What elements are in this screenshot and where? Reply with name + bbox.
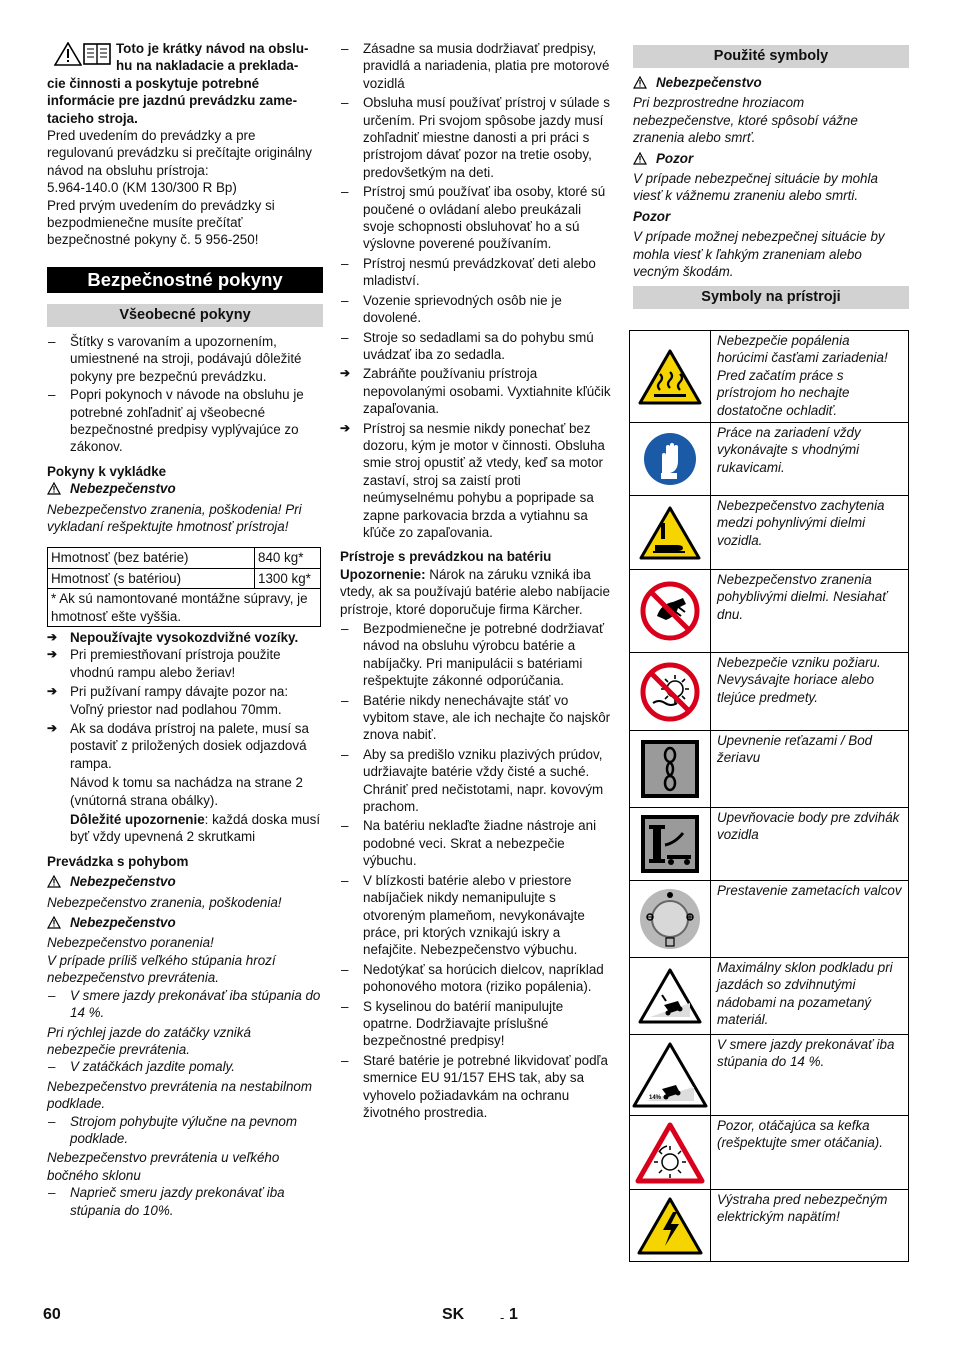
table-row [630,880,908,957]
list-item: – Batérie nikdy nenechávajte stáť vo vybitom stave, ale ich nechajte čo najskôr znova nabiť. [341,692,611,743]
drive-warning: Nebezpečenstvo prevrátenia u veľkého bočného sklonu [47,1150,280,1183]
subsection-title: Všeobecné pokyny [47,304,323,327]
danger-label: Nebezpečenstvo [47,873,323,890]
weight-table [47,547,321,627]
caution-label: Pozor [633,208,671,224]
danger-label: Nebezpečenstvo [633,74,909,91]
list-item: – Na batériu neklaďte žiadne nástroje ani podobné veci. Skrat a nebezpečie výbuchu. [341,818,597,869]
list-item: ➔ Zabráňte používaniu prístroja nepovolanými osobami. Vyxtiahnite kľúčik zapaľovania. [340,366,611,417]
section-title: Bezpečnostné pokyny [47,267,323,293]
list-item: ➔ Pri pužívaní rampy dávajte pozor na: Voľný priestor nad podlahou 70mm. [47,684,289,717]
table-row [630,730,908,807]
caution-text: V prípade možnej nebezpečnej situácie by mohla viesť k ľahkým zraneniam alebo vecným škodám. [633,229,885,280]
battery-heading: Prístroje s prevádzkou na batériu [340,549,552,565]
unload-heading: Pokyny k vykládke [47,463,167,479]
drive-warning: Nebezpečenstvo zranenia, poškodenia! [47,894,282,910]
list-item: – Vozenie sprievodných osôb nie je dovolené. [341,292,562,326]
table-row [630,1034,908,1115]
table-row [630,1189,908,1261]
list-item: – Aby sa predišlo vzniku plazivých prúdov, udržiavajte batérie vždy čisté a suché. Chrániť pred nečistotami, napr. kovovým prachom. [341,746,604,815]
table-row [630,807,908,880]
symbol-text: Nebezpečie popálenia horúcimi časťami zariadenia! Pred začatím práce s prístrojom ho nechajte dostatočne ochladiť. [717,333,888,418]
drive-warning: Nebezpečenstvo prevrátenia na nestabilnom podklade. [47,1078,313,1112]
list-item: – V zatáčkách jazdite pomaly. [48,1059,235,1075]
column-2 [340,40,613,1121]
list-item: – V blízkosti batérie alebo v priestore nabíjačiek nikdy nemanipulujte s otvoreným plameňom, nevykonávajte práce, pri ktorých vznikajú iskry a nefajčite. Nebezpečenstvo výbuchu. [341,872,585,958]
column-1 [47,40,323,1219]
electric-hazard-icon [637,1196,703,1256]
unload-warning: Nebezpečenstvo zranenia, poškodenia! Pri vykladaní rešpektujte hmotnosť prístroja! [47,501,302,534]
symbol-text: Výstraha pred nebezpečným elektrickým napätím! [717,1192,888,1225]
symbol-text: Pozor, otáčajúca sa kefka (rešpektujte smer otáčania). [717,1118,883,1151]
table-row [630,422,908,495]
warning-icon [47,916,61,929]
list-item: ➔ Pri premiestňovaní prístroja použite vhodnú rampu alebo žeriav! [47,647,281,680]
important-note: Dôležité upozornenie: každá doska musí byť vždy upevnená 2 skrutkami [70,812,321,845]
symbol-text: Nebezpečie vzniku požiaru. Nevysávajte horiace alebo tlejúce predmety. [717,655,881,705]
list-item: – Staré batérie je potrebné likvidovať podľa smernice EU 91/157 EHS tak, aby sa vyhovelo požiadavkám na ochranu životného prostredia. [341,1052,608,1120]
lift-points-icon [639,813,701,875]
table-row: * Ak sú namontované montážne súpravy, je hmotnosť ešte vyššia. [48,589,321,627]
list-item: – Strojom pohybujte výlučne na pevnom podklade. [48,1113,298,1146]
no-reach-icon [639,580,701,642]
symbol-text: Upevnenie reťazami / Bod žeriavu [717,733,873,766]
symbols-table [629,330,909,1262]
list-item: – Zásadne sa musia dodržiavať predpisy, pravidlá a nariadenia, platia pre motorové vozidlá [341,41,610,91]
symbol-text: Prestavenie zametacích valcov [717,883,902,898]
danger-text: Pri bezprostredne hroziacom nebezpečenstve, ktoré spôsobí vážne zranenia alebo smrť. [633,95,858,146]
ramp-note: Návod k tomu sa nachádza na strane 2 (vnútorná strana obálky). [70,775,303,808]
warning-icon [47,875,61,888]
list-item: – V smere jazdy prekonávať iba stúpania do 14 %. [48,987,321,1021]
symbol-text: Maximálny sklon podkladu pri jazdách so zdvihnutými nádobami na pozametaný materiál. [717,960,893,1028]
list-item: ➔ Ak sa dodáva prístroj na palete, musí sa postaviť z priložených dosiek odjazdová rampa. [47,721,309,771]
device-symbols-title: Symboly na prístroji [633,286,909,309]
slope-14-icon [632,1041,708,1109]
drive-warning: Pri rýchlej jazde do zatáčky vzniká nebezpečie prevrátenia. [47,1024,251,1057]
table-row: Hmotnosť (bez batérie) 840 kg* [48,548,321,568]
drive-warning: Nebezpečenstvo poranenia! [47,935,214,951]
symbol-text: Upevňovacie body pre zdvihák vozidla [717,810,900,843]
list-item: – S kyselinou do batérií manipulujte opatrne. Dodržiavajte príslušné bezpečnostné predpisy! [341,998,564,1049]
battery-notice: Upozornenie: Nárok na záruku vzniká iba vtedy, ak sa používajú batérie alebo nabíjacie prístroje, ktoré doporučuje firma Kärcher. [340,566,610,617]
warning-icon [47,482,61,495]
column-3 [633,45,909,309]
rotating-brush-icon [635,1122,705,1184]
table-row [630,652,908,730]
danger-label: Nebezpečenstvo [47,914,323,931]
gloves-icon [642,431,698,487]
intro-bold-line4: informácie pre jazdnú prevádzku zame- [47,93,298,109]
intro-bold-line2: hu na nakladacie a preklada- [116,58,299,74]
list-item: – Prístroj smú používať iba osoby, ktoré sú poučené o ovládaní alebo preukázali svoje schopnosti obsluhovať ho a sú výslovne poverené používaním. [341,184,606,252]
list-item: – Naprieč smeru jazdy prekonávať iba stúpania do 10%. [48,1185,285,1218]
table-row [630,957,908,1034]
drive-heading: Prevádzka s pohybom [47,853,189,869]
list-item: – Popri pokynoch v návode na obsluhu je potrebné zohľadniť aj všeobecné bezpečnostné predpisy vyplývajúce zo zákonov. [48,387,304,455]
slope-badge: 14% [649,1095,662,1101]
intro-p2: 5.964-140.0 (KM 130/300 R Bp) [47,180,237,196]
warning-icon [633,76,647,89]
footer-index: 1 [509,1306,518,1323]
list-item: – Štítky s varovaním a upozornením, umiestnené na stroji, podávajú dôležité pokyny pre bezpečnú prevádzku. [48,333,302,384]
list-item: – Prístroj nesmú prevádzkovať deti alebo mladiství. [341,255,596,289]
hot-surface-icon [638,348,702,406]
list-item: – Bezpodmienečne je potrebné dodržiavať návod na obsluhu výrobcu batérie a nabíjačky. Pri manipulácii s batériami rešpektujte zákonné odporúčania. [341,621,605,689]
chain-crane-icon [639,738,701,800]
caution-text: V prípade nebezpečnej situácie by mohla viesť k vážnemu zraneniu alebo smrti. [633,171,878,204]
slope-hopper-icon [638,967,702,1025]
symbol-text: V smere jazdy prekonávať iba stúpania do 14 %. [717,1037,895,1070]
no-hot-items-icon [639,661,701,723]
intro-bold-line1: Toto je krátky návod na obslu- [116,41,309,56]
drive-warning: V prípade príliš veľkého stúpania hrozí nebezpečenstvo prevrátenia. [47,952,276,986]
table-row [630,331,908,422]
warning-icon [54,42,82,66]
table-row [630,495,908,569]
list-item: – Obsluha musí používať prístroj v súlade s určením. Pri svojom spôsobe jazdy musí zohľadniť miestne danosti a pri práci s prístrojom dávať pozor na tretie osoby, predovšetkým na deti. [341,95,610,180]
roller-adjust-icon [638,887,702,951]
language-code: SK [442,1306,465,1323]
warning-icon [633,152,647,165]
intro-p1: Pred uvedením do prevádzky a pre regulovanú prevádzku si prečítajte originálny návod na obsluhu prístroja: [47,128,312,178]
table-row: Hmotnosť (s batériou) 1300 kg* [48,568,321,588]
list-item: – Stroje so sedadlami sa do pohybu smú uvádzať iba zo sedadla. [341,329,594,362]
intro-bold-line3: cie činnosti a poskytuje potrebné [47,75,260,91]
table-row [630,569,908,652]
manual-book-icon [83,42,111,66]
danger-label: Nebezpečenstvo [47,480,323,497]
list-item: ➔ Nepoužívajte vysokozdvižné vozíky. [47,629,299,645]
caution-label: Pozor [633,150,909,167]
footer-separator: - [500,1310,505,1325]
pinch-hazard-icon [639,505,701,561]
intro-p3: Pred prvým uvedením do prevádzky si bezpodmienečne musíte prečítať bezpečnostné pokyny č. 5 956-250! [47,197,275,248]
table-row [630,1115,908,1189]
page-number: 60 [43,1306,61,1323]
list-item: ➔ Prístroj sa nesmie nikdy ponechať bez dozoru, kým je motor v činnosti. Obsluha smie stroj opustiť až vtedy, keď sa motor zastaví, stroj sa zaistí proti neúmyselnému pohybu a popripade sa zapne parkovacia brzda a vytiahnu sa kľúče zo zapaľovania. [340,420,605,540]
list-item: – Nedotýkať sa horúcich dielcov, napríklad pohonového motora (riziko popálenia). [341,961,604,995]
intro [47,40,323,249]
symbol-text: Nebezpečenstvo zranenia pohyblivými dielmi. Nesiahať dnu. [717,572,887,622]
intro-bold-line5: tacieho stroja. [47,110,138,126]
symbol-text: Práce na zariadení vždy vykonávajte s vhodnými rukavicami. [717,425,861,475]
symbols-title: Použité symboly [633,45,909,68]
symbol-text: Nebezpečenstvo zachytenia medzi pohynlivými dielmi vozidla. [717,498,885,548]
